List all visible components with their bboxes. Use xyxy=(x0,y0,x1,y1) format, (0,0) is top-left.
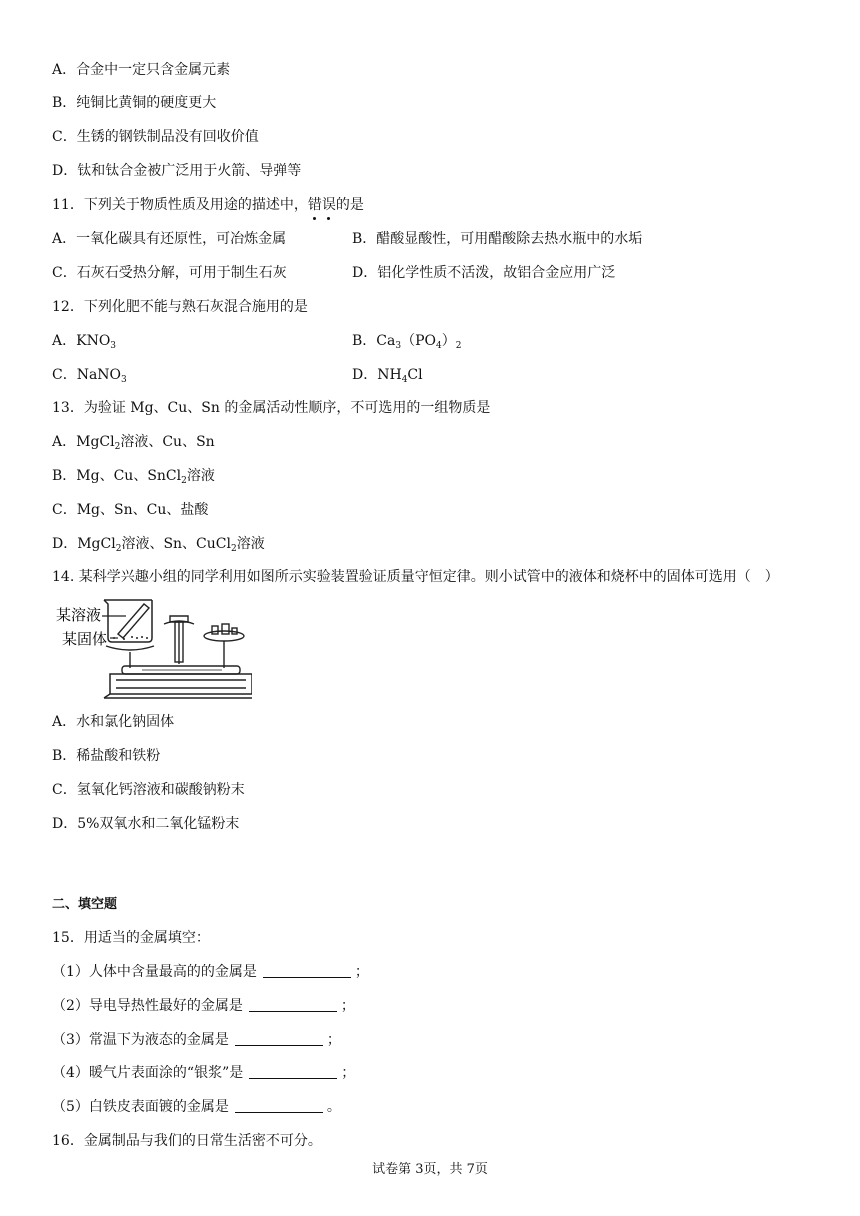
q10-option-b: B．纯铜比黄铜的硬度更大 xyxy=(52,95,217,111)
q14-option-b: B．稀盐酸和铁粉 xyxy=(52,748,161,764)
q13-option-d: D．MgCl$_2$溶液、Sn、CuCl$_2$溶液 xyxy=(52,536,265,554)
q15-stem: 15．用适当的金属填空： xyxy=(52,930,210,946)
answer-blank[interactable] xyxy=(263,963,351,978)
q15-item-4: （4）暖气片表面涂的“银浆”是 ； xyxy=(52,1065,356,1081)
q13-option-b: B．Mg、Cu、SnCl$_2$溶液 xyxy=(52,468,215,486)
q10-option-a: A．合金中一定只含金属元素 xyxy=(52,62,231,78)
beaker xyxy=(104,600,152,642)
q13-option-c: C．Mg、Sn、Cu、盐酸 xyxy=(52,502,209,518)
q11-option-d: D．铝化学性质不活泼，故铝合金应用广泛 xyxy=(352,265,616,281)
q12-option-c: C．NaNO$_3$ xyxy=(52,367,127,385)
q15-item-5: （5）白铁皮表面镀的金属是 。 xyxy=(52,1099,341,1115)
answer-blank[interactable] xyxy=(249,1064,337,1079)
q15-item-2: （2）导电导热性最好的金属是 ； xyxy=(52,998,355,1014)
q12-option-b: B．$Ca_3(PO_4)_2$ xyxy=(352,333,462,351)
q13-stem: 13．为验证 Mg、Cu、Sn 的金属活动性顺序，不可选用的一组物质是 xyxy=(52,400,491,416)
balance-base xyxy=(104,674,252,698)
label-solid: 某固体 xyxy=(62,630,108,648)
solid-dots xyxy=(113,636,148,640)
balance-post xyxy=(164,616,194,664)
q12-option-a: A．$KNO_3$ xyxy=(52,333,117,351)
q14-option-d: D．5%双氧水和二氧化锰粉末 xyxy=(52,816,240,832)
q13-option-a: A．MgCl$_2$溶液、Cu、Sn xyxy=(52,434,215,452)
right-pan xyxy=(204,624,244,668)
balance-beam xyxy=(122,666,240,674)
q15-item-1: （1）人体中含量最高的的金属是 ； xyxy=(52,964,369,980)
q11-option-c: C．石灰石受热分解，可用于制生石灰 xyxy=(52,265,287,281)
emphasis-char: 误 xyxy=(321,197,336,213)
test-tube xyxy=(118,604,149,638)
balance-apparatus-figure xyxy=(52,594,252,702)
answer-blank[interactable] xyxy=(249,997,337,1012)
q14-stem: 14. 某科学兴趣小组的同学利用如图所示实验装置验证质量守恒定律。则小试管中的液体和烧杯中的固体可选用（ ） xyxy=(52,569,779,585)
answer-blank[interactable] xyxy=(235,1031,323,1046)
q11-option-b: B．醋酸显酸性，可用醋酸除去热水瓶中的水垢 xyxy=(352,231,643,247)
label-solution: 某溶液 xyxy=(56,606,102,624)
section-title: 二、填空题 xyxy=(52,897,118,912)
q14-option-a: A．水和氯化钠固体 xyxy=(52,714,175,730)
q14-option-c: C．氢氧化钙溶液和碳酸钠粉末 xyxy=(52,782,245,798)
q15-item-3: （3）常温下为液态的金属是 ； xyxy=(52,1032,341,1048)
left-pan xyxy=(106,646,154,668)
emphasis-char: 错 xyxy=(307,197,322,213)
page-footer: 试卷第 3页，共 7页 xyxy=(372,1162,488,1177)
q10-option-c: C．生锈的钢铁制品没有回收价值 xyxy=(52,129,259,145)
q12-stem: 12．下列化肥不能与熟石灰混合施用的是 xyxy=(52,299,308,315)
q12-option-d: D．$NH_4Cl$ xyxy=(352,367,423,385)
q10-option-d: D．钛和钛合金被广泛用于火箭、导弹等 xyxy=(52,163,302,179)
answer-blank[interactable] xyxy=(235,1098,323,1113)
q11-option-a: A．一氧化碳具有还原性，可冶炼金属 xyxy=(52,231,287,247)
q11-stem: 11．下列关于物质性质及用途的描述中，错误的是 xyxy=(52,197,364,213)
q16-stem: 16．金属制品与我们的日常生活密不可分。 xyxy=(52,1133,322,1149)
